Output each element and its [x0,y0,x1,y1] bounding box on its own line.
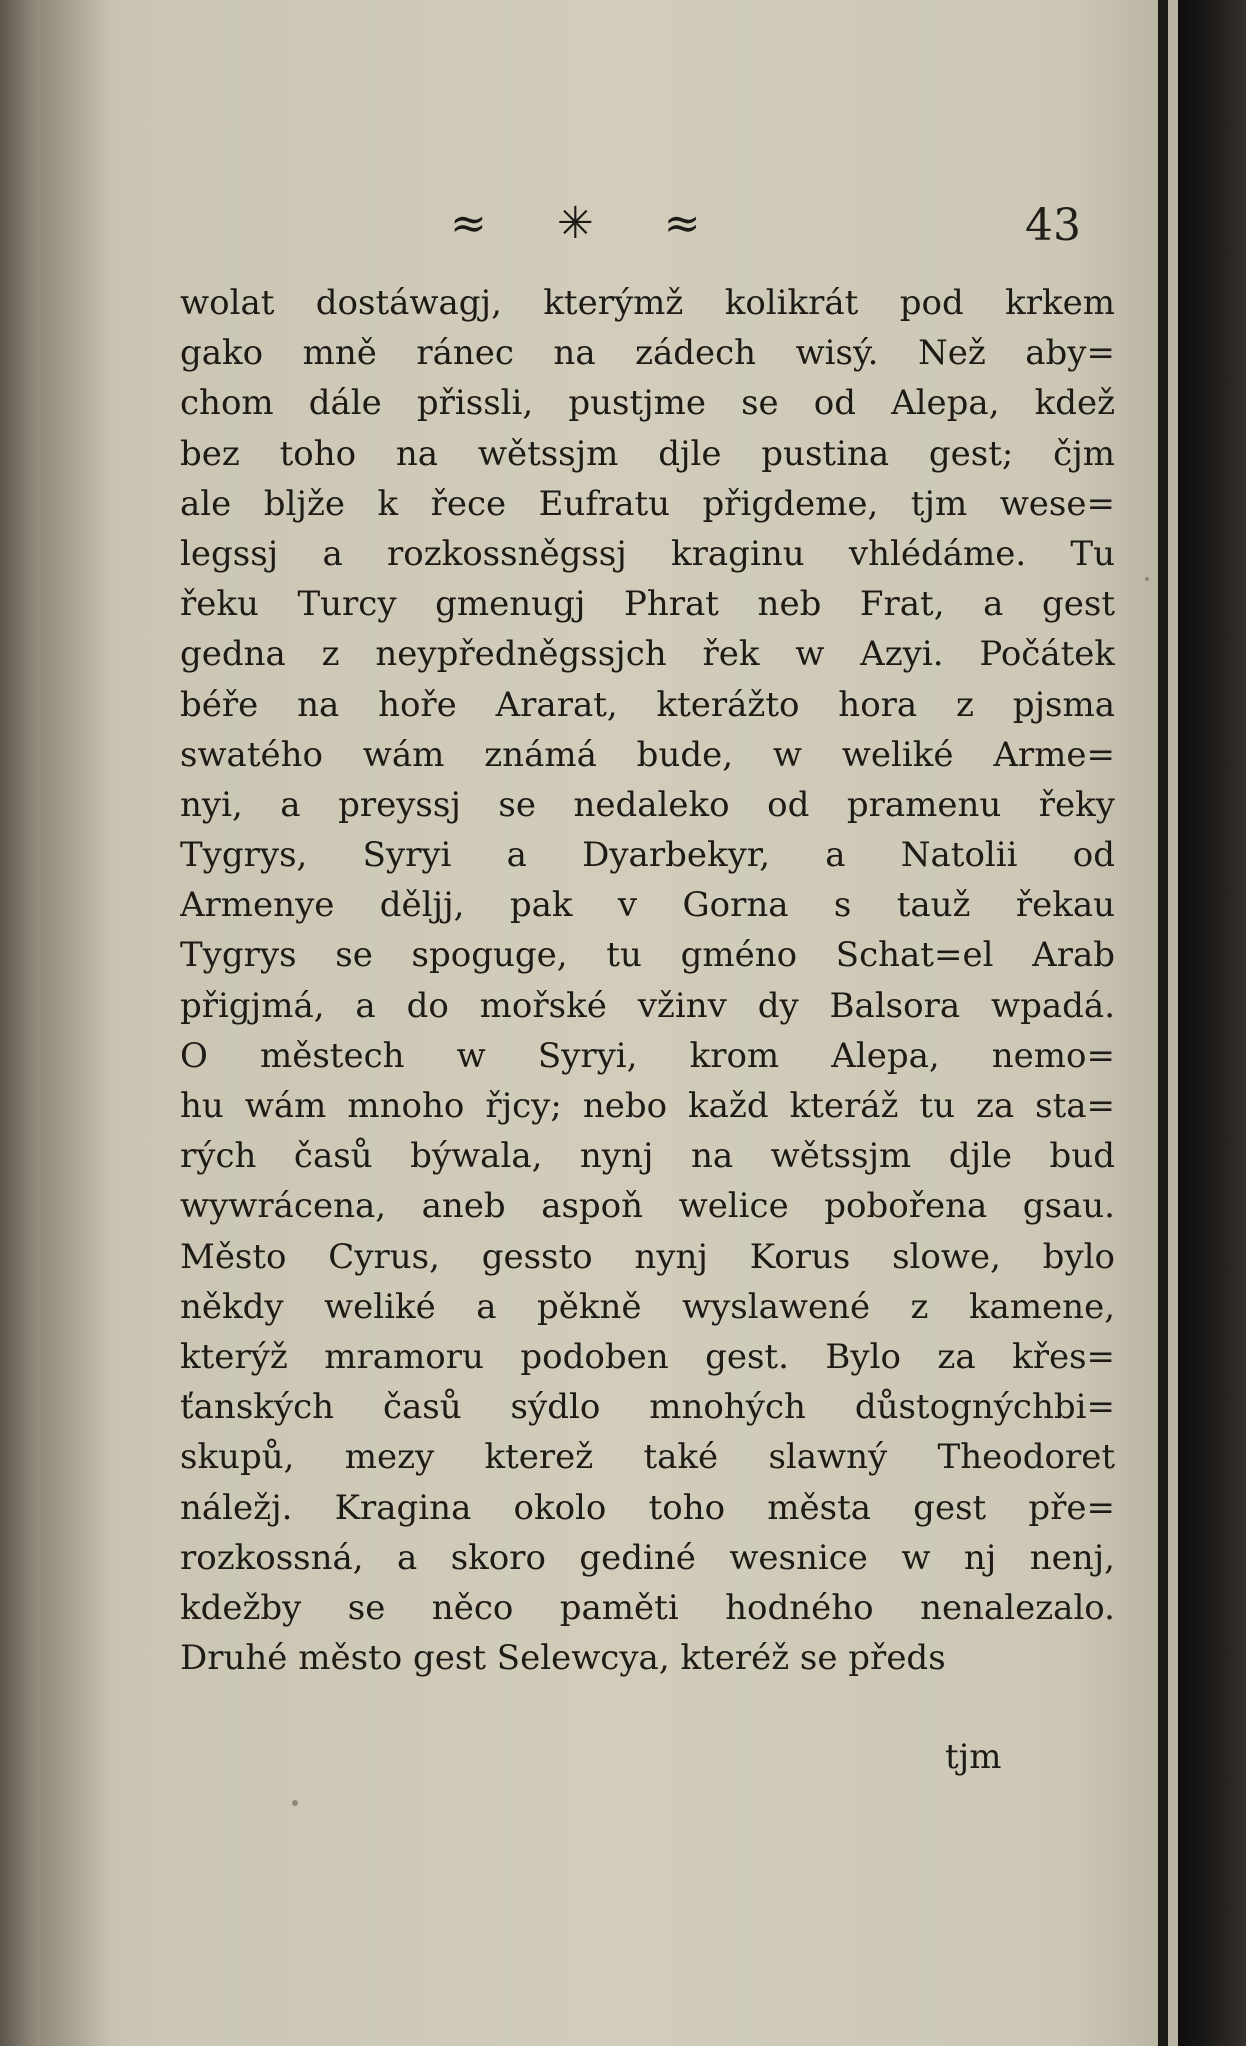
catchword: tjm [945,1737,1002,1777]
text-line: swatého wám známá bude, w weliké Arme= [180,734,1115,775]
text-line: Druhé město gest Selewcya, kteréž se předs [180,1638,946,1679]
text-line: Armenye děljj, pak v Gorna s tauž řekau [180,885,1115,926]
text-line: ale bljže k řece Eufratu přigdeme, tjm wese= [180,483,1115,524]
header-ornament: ≈ ✳ ≈ [450,198,729,249]
text-line: Tygrys, Syryi a Dyarbekyr, a Natolii od [180,835,1115,876]
text-line: náležj. Kragina okolo toho města gest pře= [180,1487,1115,1528]
text-line: Tygrys se spoguge, tu gméno Schat=el Arab [180,935,1115,976]
text-line: někdy weliké a pěkně wyslawené z kamene, [180,1286,1115,1327]
text-line: rozkossná, a skoro gediné wesnice w nj nenj, [180,1537,1115,1578]
text-line: legssj a rozkossněgssj kraginu vhlédáme. Tu [180,533,1115,574]
scan-right-edge [1178,0,1246,2046]
text-line: kdežby se něco paměti hodného nenalezalo. [180,1587,1115,1628]
page-number: 43 [1025,200,1081,251]
text-line: přigjmá, a do mořské vžinv dy Balsora wpadá. [180,985,1115,1026]
text-line: hu wám mnoho řjcy; nebo každ kteráž tu za sta= [180,1086,1115,1126]
page-edge-rule [1158,0,1168,2046]
text-line: gako mně ránec na zádech wisý. Než aby= [180,333,1115,374]
text-line: řeku Turcy gmenugj Phrat neb Frat, a gest [180,584,1115,625]
text-line: O městech w Syryi, krom Alepa, nemo= [180,1035,1115,1076]
paper-speck [1145,577,1149,581]
book-page [40,0,1180,2046]
binding-shadow [40,0,110,2046]
body-text [180,278,1115,1683]
text-line: Město Cyrus, gessto nynj Korus slowe, bylo [180,1236,1115,1277]
text-line: wolat dostáwagj, kterýmž kolikrát pod krkem [180,283,1115,323]
text-line: rých časů býwala, nynj na wětssjm djle bud [180,1136,1115,1177]
page-header [40,188,1180,258]
text-line: chom dále přissli, pustjme se od Alepa, kdež [180,383,1115,424]
text-line: nyi, a preyssj se nedaleko od pramenu řeky [180,784,1115,825]
text-line: kterýž mramoru podoben gest. Bylo za křes= [180,1336,1115,1377]
text-line: ťanských časů sýdlo mnohých důstognýchbi= [180,1387,1115,1428]
text-line: bez toho na wětssjm djle pustina gest; čjm [180,433,1115,474]
text-line: wywrácena, aneb aspoň welice pobořena gsau. [180,1186,1115,1227]
text-line: béře na hoře Ararat, kterážto hora z pjsma [180,684,1115,725]
paper-speck [292,1800,298,1806]
text-line: gedna z neypředněgssjch řek w Azyi. Počátek [180,634,1115,675]
text-line: skupů, mezy kterež také slawný Theodoret [180,1437,1115,1478]
